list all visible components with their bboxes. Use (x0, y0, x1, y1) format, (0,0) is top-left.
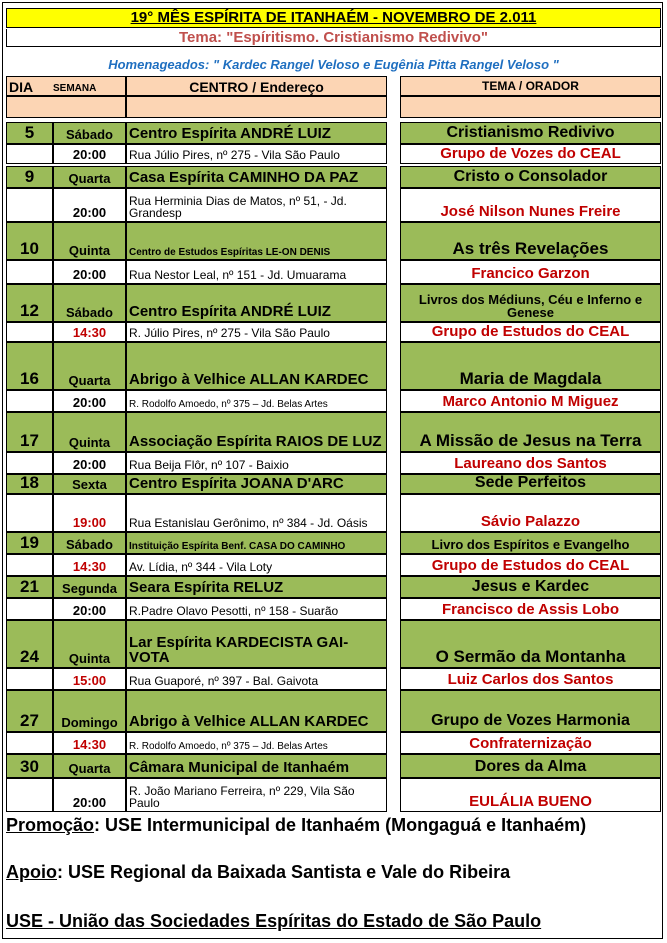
event-theme: A Missão de Jesus na Terra (419, 431, 642, 451)
orador-cell (400, 554, 661, 576)
event-theme: Cristianismo Redivivo (446, 124, 615, 142)
event-theme: Maria de Magdala (459, 369, 602, 389)
semana-cell (53, 122, 126, 144)
event-weekday: Segunda (62, 581, 117, 597)
event-day: 9 (24, 167, 35, 187)
dia-cell (6, 690, 53, 732)
blank-cell (6, 188, 53, 222)
event-theme: Cristo o Consolador (453, 168, 608, 186)
spacer-mid (126, 96, 387, 118)
promocao-label: Promoção (6, 815, 95, 835)
event-address: R. João Mariano Ferreira, nº 229, Vila São Paulo (129, 783, 355, 811)
event-time: 14:30 (72, 559, 107, 575)
dia-cell (6, 342, 53, 390)
centro-cell (126, 412, 387, 452)
tema-cell (400, 576, 661, 598)
event-weekday: Quarta (68, 761, 111, 777)
event-address: Rua Beija Flôr, nº 107 - Baixio (129, 458, 289, 473)
col-tema: TEMA / ORADOR (482, 79, 579, 93)
event-time: 20:00 (72, 457, 107, 473)
event-center: Câmara Municipal de Itanhaém (129, 759, 350, 777)
blank-cell (6, 452, 53, 474)
event-address: R.Padre Olavo Pesotti, nº 158 - Suarão (129, 604, 339, 619)
event-address: Rua Herminia Dias de Matos, nº 51, - Jd. Grandesp (129, 193, 347, 221)
blank-cell (6, 732, 53, 754)
event-address: Rua Júlio Pires, nº 275 - Vila São Paulo (129, 148, 340, 163)
centro-cell (126, 222, 387, 260)
tema-cell (400, 222, 661, 260)
centro-cell (126, 576, 387, 598)
event-speaker: Grupo de Estudos do CEAL (431, 557, 630, 575)
event-day: 10 (20, 239, 39, 259)
event-center: Casa Espírita CAMINHO DA PAZ (129, 169, 359, 187)
orador-cell (400, 390, 661, 412)
header-dia-semana (6, 76, 126, 96)
event-weekday: Sábado (66, 127, 113, 143)
centro-cell (126, 474, 387, 494)
event-time: 20:00 (72, 795, 107, 811)
centro-cell (126, 284, 387, 322)
centro-cell (126, 122, 387, 144)
orador-cell (400, 260, 661, 284)
event-theme: Livro dos Espíritos e Evangelho (431, 537, 630, 553)
blank-cell (6, 390, 53, 412)
honorees-line: Homenageados: " Kardec Rangel Veloso e Eugênia Pitta Rangel Veloso " (108, 57, 559, 72)
dia-cell (6, 284, 53, 322)
semana-cell (53, 222, 126, 260)
event-theme: Grupo de Vozes Harmonia (431, 712, 630, 730)
event-day: 5 (24, 123, 35, 143)
endereco-cell (126, 452, 387, 474)
orador-cell (400, 778, 661, 812)
hora-cell (53, 778, 126, 812)
theme-line: Tema: "Espíritismo. Cristianismo Redivivo" (6, 29, 661, 47)
col-dia: DIA (9, 79, 34, 95)
event-center: Centro Espírita JOANA D'ARC (129, 475, 344, 493)
endereco-cell (126, 144, 387, 164)
event-speaker: EULÁLIA BUENO (469, 793, 592, 811)
event-center: Centro Espírita ANDRÉ LUIZ (129, 303, 331, 321)
blank-cell (6, 668, 53, 690)
event-day: 16 (20, 369, 39, 389)
event-speaker: Luiz Carlos dos Santos (447, 671, 614, 689)
blank-cell (6, 494, 53, 532)
event-day: 12 (20, 301, 39, 321)
event-center: Lar Espírita KARDECISTA GAI-VOTA (129, 633, 349, 667)
orador-cell (400, 452, 661, 474)
hora-cell (53, 452, 126, 474)
orador-cell (400, 668, 661, 690)
orador-cell (400, 598, 661, 620)
event-day: 27 (20, 711, 39, 731)
footer-apoio (6, 862, 510, 883)
event-speaker: Grupo de Estudos do CEAL (431, 323, 630, 341)
header-tema (400, 76, 661, 96)
hora-cell (53, 732, 126, 754)
event-address: R. Júlio Pires, nº 275 - Vila São Paulo (129, 326, 330, 341)
event-theme: Dores da Alma (474, 758, 587, 776)
event-center: Abrigo à Velhice ALLAN KARDEC (129, 713, 369, 731)
event-weekday: Domingo (61, 715, 118, 731)
use-text: USE - União das Sociedades Espíritas do Estado de São Paulo (6, 911, 542, 931)
event-weekday: Quinta (68, 243, 111, 259)
event-address: Rua Guaporé, nº 397 - Bal. Gaivota (129, 674, 319, 689)
hora-cell (53, 144, 126, 164)
endereco-cell (126, 732, 387, 754)
hora-cell (53, 390, 126, 412)
event-weekday: Quinta (68, 435, 111, 451)
dia-cell (6, 474, 53, 494)
semana-cell (53, 412, 126, 452)
semana-cell (53, 166, 126, 188)
blank-cell (6, 144, 53, 164)
centro-cell (126, 620, 387, 668)
event-theme: Jesus e Kardec (471, 578, 590, 596)
centro-cell (126, 532, 387, 554)
event-center: Associação Espírita RAIOS DE LUZ (129, 433, 382, 451)
tema-cell (400, 690, 661, 732)
event-day: 18 (20, 474, 39, 493)
tema-cell (400, 620, 661, 668)
event-speaker: Francico Garzon (471, 265, 590, 283)
semana-cell (53, 754, 126, 778)
hora-cell (53, 494, 126, 532)
event-weekday: Sexta (72, 477, 107, 493)
blank-cell (6, 554, 53, 576)
event-speaker: Francisco de Assis Lobo (442, 601, 619, 619)
event-time: 20:00 (72, 205, 107, 221)
event-day: 17 (20, 431, 39, 451)
promocao-text: : USE Intermunicipal de Itanhaém (Mongaguá e Itanhaém) (94, 815, 587, 835)
semana-cell (53, 342, 126, 390)
event-time: 14:30 (72, 737, 107, 753)
endereco-cell (126, 494, 387, 532)
event-time: 20:00 (72, 267, 107, 283)
event-time: 15:00 (72, 673, 107, 689)
tema-cell (400, 474, 661, 494)
tema-cell (400, 342, 661, 390)
event-day: 21 (20, 577, 39, 597)
dia-cell (6, 754, 53, 778)
endereco-cell (126, 188, 387, 222)
event-weekday: Quarta (68, 373, 111, 389)
semana-cell (53, 284, 126, 322)
semana-cell (53, 474, 126, 494)
semana-cell (53, 620, 126, 668)
event-speaker: Laureano dos Santos (454, 455, 607, 473)
centro-cell (126, 690, 387, 732)
apoio-text: : USE Regional da Baixada Santista e Vale do Ribeira (57, 862, 511, 882)
endereco-cell (126, 598, 387, 620)
orador-cell (400, 144, 661, 164)
event-speaker: José Nilson Nunes Freire (440, 203, 621, 221)
event-address: R. Rodolfo Amoedo, nº 375 – Jd. Belas Artes (129, 740, 328, 752)
event-center: Abrigo à Velhice ALLAN KARDEC (129, 371, 369, 389)
semana-cell (53, 690, 126, 732)
tema-cell (400, 122, 661, 144)
event-center: Centro de Estudos Espíritas LE-ON DENIS (129, 246, 331, 258)
centro-cell (126, 166, 387, 188)
hora-cell (53, 188, 126, 222)
blank-cell (6, 778, 53, 812)
orador-cell (400, 322, 661, 342)
page-title: 19° MÊS ESPÍRITA DE ITANHAÉM - NOVEMBRO DE 2.011 (6, 8, 661, 28)
hora-cell (53, 598, 126, 620)
event-theme: Livros dos Médiuns, Céu e Inferno e Genese (418, 291, 643, 321)
spacer-left (6, 96, 126, 118)
dia-cell (6, 412, 53, 452)
dia-cell (6, 166, 53, 188)
tema-cell (400, 532, 661, 554)
endereco-cell (126, 390, 387, 412)
endereco-cell (126, 322, 387, 342)
hora-cell (53, 260, 126, 284)
event-weekday: Sábado (66, 305, 113, 321)
tema-cell (400, 754, 661, 778)
event-address: Rua Nestor Leal, nº 151 - Jd. Umuarama (129, 268, 347, 283)
dia-cell (6, 620, 53, 668)
footer-promocao (6, 815, 586, 836)
event-address: Av. Lídia, nº 344 - Vila Loty (129, 560, 273, 575)
col-semana: SEMANA (53, 83, 97, 94)
event-time: 20:00 (72, 603, 107, 619)
event-theme: As três Revelações (452, 239, 609, 259)
event-speaker: Confraternização (469, 735, 592, 753)
event-theme: Sede Perfeitos (474, 474, 587, 492)
spacer-right (400, 96, 661, 118)
tema-cell (400, 284, 661, 322)
event-day: 19 (20, 533, 39, 553)
event-speaker: Grupo de Vozes do CEAL (440, 145, 621, 163)
event-address: R. Rodolfo Amoedo, nº 375 – Jd. Belas Artes (129, 398, 328, 410)
semana-cell (53, 532, 126, 554)
dia-cell (6, 222, 53, 260)
blank-cell (6, 598, 53, 620)
endereco-cell (126, 778, 387, 812)
blank-cell (6, 260, 53, 284)
blank-cell (6, 322, 53, 342)
event-center: Instituição Espírita Benf. CASA DO CAMINHO (129, 540, 346, 552)
dia-cell (6, 122, 53, 144)
semana-cell (53, 576, 126, 598)
event-speaker: Marco Antonio M Miguez (442, 393, 619, 411)
centro-cell (126, 754, 387, 778)
orador-cell (400, 732, 661, 754)
event-theme: O Sermão da Montanha (435, 647, 626, 667)
orador-cell (400, 188, 661, 222)
event-time: 20:00 (72, 147, 107, 163)
tema-cell (400, 166, 661, 188)
event-time: 20:00 (72, 395, 107, 411)
tema-cell (400, 412, 661, 452)
dia-cell (6, 576, 53, 598)
hora-cell (53, 668, 126, 690)
event-address: Rua Estanislau Gerônimo, nº 384 - Jd. Oásis (129, 516, 368, 531)
hora-cell (53, 322, 126, 342)
event-center: Seara Espírita RELUZ (129, 579, 284, 597)
header-centro (126, 76, 387, 96)
hora-cell (53, 554, 126, 576)
event-day: 30 (20, 757, 39, 777)
event-weekday: Quarta (68, 171, 111, 187)
dia-cell (6, 532, 53, 554)
endereco-cell (126, 260, 387, 284)
centro-cell (126, 342, 387, 390)
footer-use (6, 911, 541, 932)
orador-cell (400, 494, 661, 532)
event-weekday: Quinta (68, 651, 111, 667)
event-center: Centro Espírita ANDRÉ LUIZ (129, 125, 331, 143)
event-speaker: Sávio Palazzo (480, 513, 581, 531)
apoio-label: Apoio (6, 862, 57, 882)
event-day: 24 (20, 647, 39, 667)
endereco-cell (126, 554, 387, 576)
endereco-cell (126, 668, 387, 690)
col-centro: CENTRO / Endereço (189, 79, 324, 95)
event-time: 19:00 (72, 515, 107, 531)
event-time: 14:30 (72, 325, 107, 341)
event-weekday: Sábado (66, 537, 113, 553)
